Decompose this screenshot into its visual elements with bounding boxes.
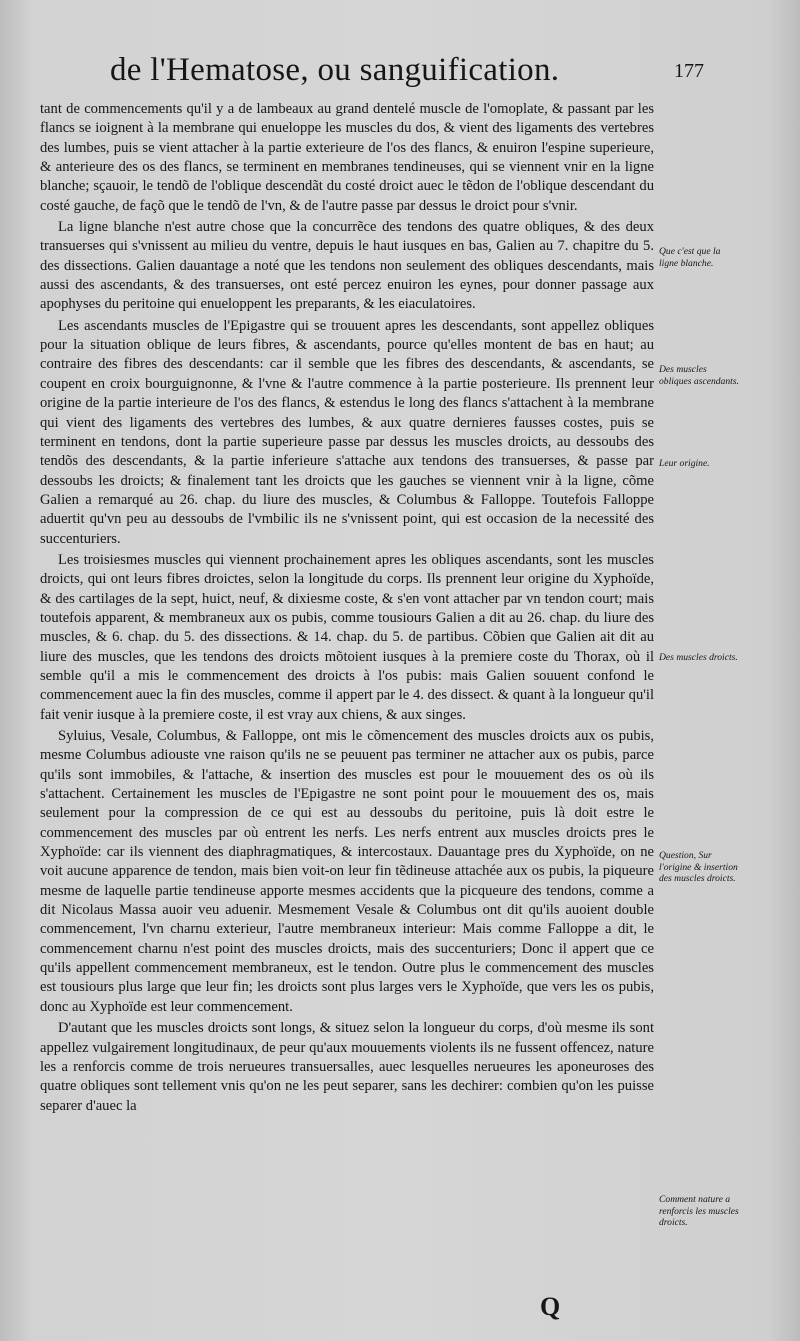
paragraph: tant de commencements qu'il y a de lambeaux au grand dentelé muscle de l'omoplate, & passant par les flancs se ioignent à la membrane qui enueloppe les muscles du dos, & vient des ligaments des vertebres des lumbes, puis se vient attacher à la partie exterieure de l'os des flancs, & enuiron l'espine superieure, & anterieure des os des flancs, se terminent en membranes tendineuses, qui se viennent vnir en la ligne blanche; sçauoir, le tendõ de l'oblique descendãt du costé droict auec le tẽdon de l'oblique descendant du costé gauche, de façõ que le tendõ de l'vn, & de l'autre passe par dessus le droict pour s'vnir. bbox=[40, 101, 654, 214]
paragraph: D'autant que les muscles droicts sont longs, & situez selon la longueur du corps, d'où mesme ils sont appellez vulgairement longitudinaux, de peur qu'aux mouuements violents ils ne fussent offencez, nature les a renforcis comme de trois nerueures transuersalles, auec lesquelles nerueures les aponeuroses des quatre obliques sont tellement vnis qu'on ne les peut separer, sans les dechirer: combien qu'on les puisse separer d'auec la bbox=[40, 1020, 654, 1114]
margin-note: Question, Sur l'origine & insertion des muscles droicts. bbox=[659, 850, 738, 884]
page-header bbox=[110, 52, 704, 98]
running-title: de l'Hematose, ou sanguification. bbox=[110, 52, 560, 88]
margin-note: Leur origine. bbox=[659, 458, 710, 469]
catchword: Q bbox=[540, 1292, 561, 1321]
margin-note: Comment nature a renforcis les muscles droicts. bbox=[659, 1194, 739, 1228]
paragraph: Syluius, Vesale, Columbus, & Falloppe, ont mis le cõmencement des muscles droicts aux os pubis, mesme Columbus adiouste vne raison qu'ils ne se peuuent pas terminer ne attacher aux os pubis, parce qu'ils sont immobiles, & l'attache, & insertion des muscles est pour le mouuement des os où ils s'attachent. Certainement les muscles de l'Epigastre ne sont point pour le mouuement des os, mais seulement pour la compression de ce qui est au dessoubs du peritoine, puis là doit estre le commencement des muscles par où entrent les nerfs. Les nerfs entrent aux muscles droicts pres le Xyphoïde: car ils viennent des diaphragmatiques, & intercostaux. Dauantage pres du Xyphoïde, on ne voit aucune apparence de tendon, mais bien voit-on leur fin tẽdineuse attachée aux os pubis, la piqueure mesme de laquelle partie tendineuse apporte mesmes accidents que la picqueure des tendons, comme a dit Nicolaus Massa auoir veu aduenir. Mesmement Vesale & Columbus ont dit qu'ils auoient double commencement, l'vn charnu exterieur, l'autre membraneux interieur: Mais comme Falloppe a dit, le commencement charnu n'est point des muscles droicts, mais des succenturiers; Donc il appert que ce qu'ils appellent commencement membraneux, est le tendon. Outre plus le commencement des muscles est tousiours plus large que leur fin; les droicts sont plus larges vers le Xyphoïde, que vers les os pubis, donc au Xyphoïde est leur commencement. bbox=[40, 728, 654, 1015]
paragraph: Les troisiesmes muscles qui viennent prochainement apres les obliques ascendants, sont les muscles droicts, qui ont leurs fibres droictes, selon la longitude du corps. Ils prennent leur origine du Xyphoïde, & des cartilages de la sept, huict, neuf, & dixiesme coste, & s'en vont attacher par vn tendon court; mais toutefois apparent, & membraneux aux os pubis, comme tousiours Galien a dit au 26. chap. du liure des muscles, & 6. chap. du 5. des dissections. & 14. chap. du 5. de partibus. Cõbien que Galien ait dit au liure des muscles, que les tendons des droicts mõtoient iusques à la premiere coste du Thorax, où il semble qu'il a mis le commencement des droicts à l'os pubis: mais Galien souuent confond le commencement auec la fin des muscles, comme il appert par le 4. des dissect. & quant à la longueur qu'il fait venir iusque à la premiere coste, il est vray aux chiens, & aux singes. bbox=[40, 551, 654, 723]
paragraph: La ligne blanche n'est autre chose que la concurrẽce des tendons des quatre obliques, & des deux transuerses qui s'vnissent au milieu du ventre, depuis le haut iusques en bas, Galien au 7. chapitre du 5. des dissections. Galien dauantage a noté que les tendons non seulement des obliques descendants, mais aussi des ascendants, & des transuerses, ont esté percez enuiron les eynes, pour donner passage aux apophyses du peritoine qui enueloppent les preparants, & les eiaculatoires. bbox=[40, 219, 654, 313]
margin-note: Des muscles droicts. bbox=[659, 652, 738, 663]
paragraph: Les ascendants muscles de l'Epigastre qui se trouuent apres les descendants, sont appellez obliques pour la situation oblique de leurs fibres, & ascendants, pource qu'elles montent de bas en haut; au contraire des fibres des descendants: car il semble que les fibres des descendants, & ascendants, se coupent en croix bourguignonne, & l'vne & l'autre commence à la partie posterieure. Ils prennent leur origine de la partie interieure de l'os des flancs, & estendus le long des flancs s'attachent à la membrane qui vient des ligaments des vertebres des lumbes, & aux quatre dernieres fausses costes, puis se terminent en tendons, dont la partie superieure passe par dessus les muscles droicts, au dessoubs des tendõs des descendants, & la partie inferieure s'attache aux tendons des transuerses, & passe par dessoubs les droicts; & finalement tant les droicts que les gauches se viennent vnir à la ligne, cõme Galien a remarqué au 26. chap. du liure des muscles, & Columbus & Falloppe. Toutefois Falloppe aduertit qu'vn peu au dessoubs de l'vmbilic ils ne s'vnissent point, qui est occasion de la necessité des succenturiers. bbox=[40, 317, 654, 547]
margin-note: Des muscles obliques ascendants. bbox=[659, 364, 739, 387]
page-number: 177 bbox=[674, 60, 704, 82]
main-text-column bbox=[40, 100, 654, 1116]
margin-note: Que c'est que la ligne blanche. bbox=[659, 246, 721, 269]
margin-notes bbox=[659, 0, 799, 1341]
